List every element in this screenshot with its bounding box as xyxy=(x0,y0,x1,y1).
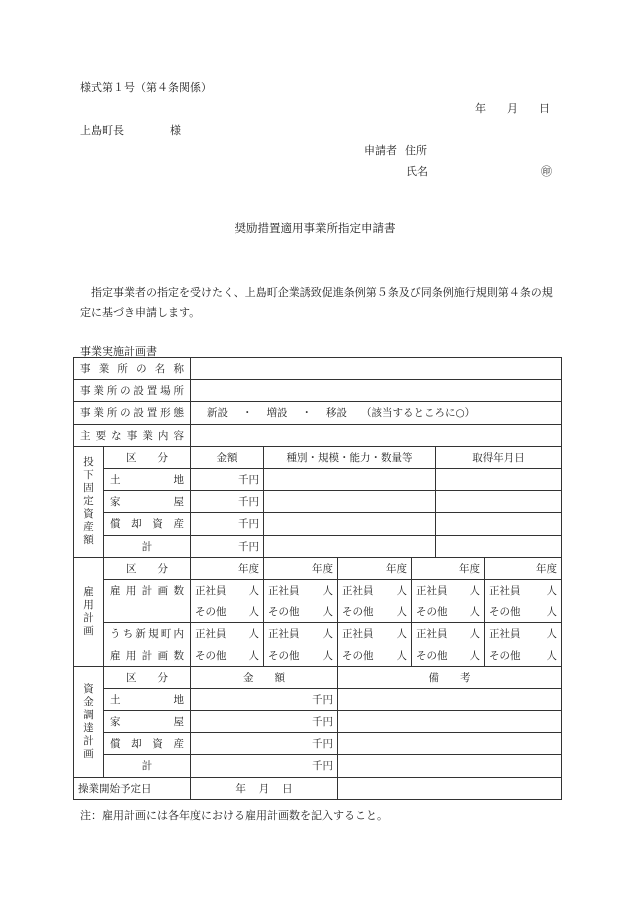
main-business-field[interactable] xyxy=(191,424,562,446)
table-row xyxy=(74,557,562,579)
addressee-name: 上島町長 xyxy=(80,124,124,137)
funding-building-amount[interactable]: 千円 xyxy=(191,711,338,733)
addressee xyxy=(80,122,181,138)
local-hire-label-2: 雇用計画数 xyxy=(104,644,191,666)
employment-year-5[interactable]: 年度 xyxy=(485,557,562,579)
facility-location-label: 事業所の設置場所 xyxy=(74,380,191,402)
investment-building-type[interactable] xyxy=(264,491,436,513)
application-date xyxy=(475,100,550,116)
table-row xyxy=(74,579,562,601)
table-row xyxy=(74,777,562,799)
table-row xyxy=(74,535,562,557)
employment-header-category: 区 分 xyxy=(104,557,191,579)
date-day: 日 xyxy=(539,102,550,115)
table-row xyxy=(74,711,562,733)
date-year: 年 xyxy=(475,102,486,115)
form-number: 様式第１号（第４条関係） xyxy=(80,81,212,94)
facility-location-field[interactable] xyxy=(191,380,562,402)
local-other-5[interactable]: その他 人 xyxy=(485,644,562,666)
investment-section-label: 投下固定資産額 xyxy=(74,446,104,557)
employment-other-2[interactable]: その他 人 xyxy=(264,601,338,623)
start-date-field[interactable]: 年 月 日 xyxy=(191,777,338,799)
option-expansion[interactable]: 増設 xyxy=(266,407,288,420)
applicant-label: 申請者 xyxy=(364,144,397,157)
funding-land-remarks[interactable] xyxy=(338,688,562,710)
local-regular-3[interactable]: 正社員 人 xyxy=(338,623,412,645)
applicant-name xyxy=(406,163,552,179)
table-row xyxy=(74,491,562,513)
local-other-4[interactable]: その他 人 xyxy=(412,644,485,666)
investment-header-amount: 金額 xyxy=(191,446,264,468)
employment-plan-label-cont xyxy=(104,601,191,623)
employment-plan-label: 雇用計画数 xyxy=(104,579,191,601)
investment-total-amount[interactable]: 千円 xyxy=(191,535,264,557)
investment-building-date[interactable] xyxy=(436,491,562,513)
employment-regular-5[interactable]: 正社員 人 xyxy=(485,579,562,601)
funding-depreciable-remarks[interactable] xyxy=(338,733,562,755)
table-row xyxy=(74,424,562,446)
option-instruction: （該当するところに○） xyxy=(361,407,476,420)
funding-building-label: 家 屋 xyxy=(104,711,191,733)
investment-depreciable-amount[interactable]: 千円 xyxy=(191,513,264,535)
funding-section-label: 資金調達計画 xyxy=(74,666,104,777)
address-label: 住所 xyxy=(405,144,427,157)
investment-total-type[interactable] xyxy=(264,535,436,557)
applicant-address xyxy=(364,142,427,158)
table-row xyxy=(74,358,562,380)
funding-depreciable-amount[interactable]: 千円 xyxy=(191,733,338,755)
funding-depreciable-label: 償却資産 xyxy=(104,733,191,755)
funding-header-amount: 金 額 xyxy=(191,666,338,688)
facility-name-field[interactable] xyxy=(191,358,562,380)
investment-land-label: 土 地 xyxy=(104,468,191,490)
employment-other-3[interactable]: その他 人 xyxy=(338,601,412,623)
investment-depreciable-label: 償却資産 xyxy=(104,513,191,535)
funding-total-amount[interactable]: 千円 xyxy=(191,755,338,777)
table-row xyxy=(74,446,562,468)
funding-total-remarks[interactable] xyxy=(338,755,562,777)
table-row xyxy=(74,755,562,777)
employment-year-1[interactable]: 年度 xyxy=(191,557,264,579)
start-date-extra xyxy=(338,777,562,799)
employment-year-3[interactable]: 年度 xyxy=(338,557,412,579)
employment-year-2[interactable]: 年度 xyxy=(264,557,338,579)
investment-land-type[interactable] xyxy=(264,468,436,490)
table-row xyxy=(74,468,562,490)
table-row xyxy=(74,513,562,535)
seal-mark: ㊞ xyxy=(541,165,552,178)
employment-section-label: 雇用計画 xyxy=(74,557,104,666)
option-separator: ・ xyxy=(301,407,312,420)
investment-building-amount[interactable]: 千円 xyxy=(191,491,264,513)
local-regular-4[interactable]: 正社員 人 xyxy=(412,623,485,645)
local-other-3[interactable]: その他 人 xyxy=(338,644,412,666)
funding-building-remarks[interactable] xyxy=(338,711,562,733)
table-row xyxy=(74,688,562,710)
local-regular-2[interactable]: 正社員 人 xyxy=(264,623,338,645)
investment-header-type: 種別・規模・能力・数量等 xyxy=(264,446,436,468)
date-month: 月 xyxy=(507,102,518,115)
option-separator: ・ xyxy=(242,407,253,420)
table-row xyxy=(74,733,562,755)
funding-header-remarks: 備 考 xyxy=(338,666,562,688)
investment-land-date[interactable] xyxy=(436,468,562,490)
investment-header-category: 区 分 xyxy=(104,446,191,468)
option-relocation[interactable]: 移設 xyxy=(326,407,347,420)
install-form-label: 事業所の設置形態 xyxy=(74,402,191,424)
employment-other-1[interactable]: その他 人 xyxy=(191,601,264,623)
funding-land-label: 土 地 xyxy=(104,688,191,710)
table-row xyxy=(74,666,562,688)
employment-other-4[interactable]: その他 人 xyxy=(412,601,485,623)
table-row xyxy=(74,402,562,424)
investment-building-label: 家 屋 xyxy=(104,491,191,513)
install-form-options[interactable] xyxy=(191,402,562,424)
employment-regular-2[interactable]: 正社員 人 xyxy=(264,579,338,601)
investment-total-label: 計 xyxy=(104,535,191,557)
document-title: 奨励措置適用事業所指定申請書 xyxy=(234,221,396,235)
addressee-honorific: 様 xyxy=(170,124,181,137)
start-date-label: 操業開始予定日 xyxy=(74,777,191,799)
table-row xyxy=(74,623,562,645)
plan-title: 事業実施計画書 xyxy=(80,345,157,358)
table-row xyxy=(74,601,562,623)
funding-land-amount[interactable]: 千円 xyxy=(191,688,338,710)
footnote: 注：雇用計画には各年度における雇用計画数を記入すること。 xyxy=(80,809,388,822)
investment-total-date[interactable] xyxy=(436,535,562,557)
funding-header-category: 区 分 xyxy=(104,666,191,688)
employment-regular-1[interactable]: 正社員 人 xyxy=(191,579,264,601)
investment-land-amount[interactable]: 千円 xyxy=(191,468,264,490)
facility-name-label: 事業所の名称 xyxy=(74,358,191,380)
application-statement: 指定事業者の指定を受けたく、上島町企業誘致促進条例第５条及び同条例施行規則第４条の規定に基づき申請します。 xyxy=(80,286,553,319)
employment-regular-3[interactable]: 正社員 人 xyxy=(338,579,412,601)
investment-header-acquired: 取得年月日 xyxy=(436,446,562,468)
table-row xyxy=(74,644,562,666)
name-label: 氏名 xyxy=(406,165,428,178)
employment-other-5[interactable]: その他 人 xyxy=(485,601,562,623)
local-regular-1[interactable]: 正社員 人 xyxy=(191,623,264,645)
local-other-1[interactable]: その他 人 xyxy=(191,644,264,666)
table-row xyxy=(74,380,562,402)
local-hire-label-1: うち新規町内 xyxy=(104,623,191,645)
employment-year-4[interactable]: 年度 xyxy=(412,557,485,579)
employment-regular-4[interactable]: 正社員 人 xyxy=(412,579,485,601)
funding-total-label: 計 xyxy=(104,755,191,777)
investment-depreciable-date[interactable] xyxy=(436,513,562,535)
investment-depreciable-type[interactable] xyxy=(264,513,436,535)
business-plan-table xyxy=(73,357,562,800)
option-new[interactable]: 新設 xyxy=(207,407,228,420)
local-other-2[interactable]: その他 人 xyxy=(264,644,338,666)
local-regular-5[interactable]: 正社員 人 xyxy=(485,623,562,645)
main-business-label: 主要な事業内容 xyxy=(74,424,191,446)
